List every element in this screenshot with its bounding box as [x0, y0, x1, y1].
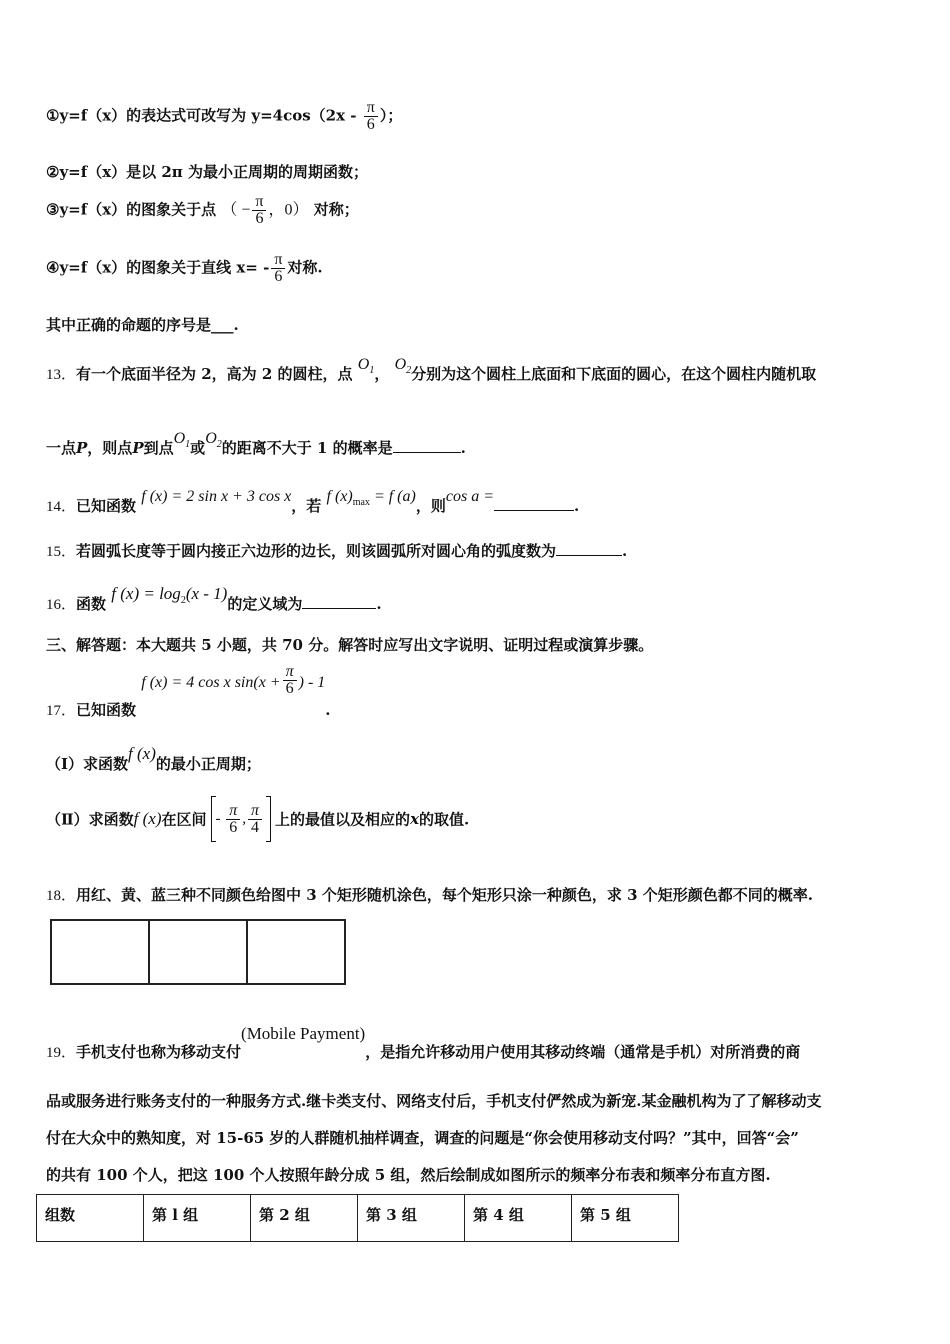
mobile-payment-english: (Mobile Payment) — [241, 1024, 366, 1043]
q19-line4: 的共有 100 个人，把这 100 个人按照年龄分成 5 组，然后绘制成如图所示的频率分布表和频率分布直方图. — [46, 1166, 771, 1184]
statement-1-pre: y=f（x）的表达式可改写为 y=4cos（2x - — [59, 106, 357, 125]
rectangle-2 — [149, 920, 247, 984]
statement-1-mark: ① — [46, 106, 60, 125]
interval: - $\frac{\pi}{6}$ , $\frac{\pi}{4}$ — [216, 803, 265, 836]
table-header-cell: 组数 — [37, 1195, 144, 1242]
statement-4: ④y=f（x）的图象关于直线 x= - $\frac{\pi}{6}$ 对称. — [46, 251, 323, 285]
q15: 15．若圆弧长度等于圆内接正六边形的边长，则该圆弧所对圆心角的弧度数为 . — [46, 542, 628, 560]
q13-line2: 一点P，则点P到点$O_1$或$O_2$的距离不大于 1 的概率是 . — [46, 430, 466, 457]
interval-right-bracket — [266, 796, 271, 842]
table-header-row — [37, 1195, 679, 1242]
statement-3-pre: y=f（x）的图象关于点 — [59, 200, 217, 219]
statement-1 — [46, 100, 402, 133]
rectangle-1 — [51, 920, 149, 984]
q17-part1: （Ⅰ）求函数f (x)的最小正周期； — [46, 744, 261, 773]
q16-function: f $(x) = \log_2(x - 1)$ — [111, 584, 228, 606]
q19-line2: 品或服务进行账务支付的一种服务方式.继卡类支付、网络支付后，手机支付俨然成为新宠.某金融机构为了了解移动支 — [46, 1092, 822, 1110]
statement-4-post: 对称. — [287, 258, 323, 277]
q14-number: 14． — [46, 499, 77, 515]
answer-blank — [494, 496, 574, 511]
q13-number: 13． — [46, 367, 77, 383]
point-o1: $O_1$ — [173, 430, 191, 450]
answer-blank — [393, 438, 461, 453]
point-o2: $O_2$ — [205, 430, 222, 450]
table-header-cell: 第 5 组 — [572, 1195, 679, 1242]
q16: 16．函数 f $(x) = \log_2(x - 1)$的定义域为 . — [46, 584, 382, 613]
frequency-table — [36, 1194, 679, 1242]
statement-1-post: ）； — [379, 106, 403, 125]
question-stem: 其中正确的命题的序号是___. — [46, 316, 239, 334]
point-o2: $O_2$ — [394, 356, 412, 376]
q17: 17．已知函数 f (x) = 4 cos x sin(x + $\frac{\pi}{6}$ ) - 1. — [46, 663, 331, 719]
answer-blank — [556, 541, 622, 556]
q19-line3: 付在大众中的熟知度，对 15-65 岁的人群随机抽样调查，调查的问题是“你会使用移动支付吗？”其中，回答“会” — [46, 1129, 799, 1147]
q16-number: 16． — [46, 597, 77, 613]
statement-2: ②y=f（x）是以 2π 为最小正周期的周期函数； — [46, 163, 368, 181]
q14-cos: cos a = — [445, 488, 494, 505]
q19-line1: 19．手机支付也称为移动支付(Mobile Payment)，是指允许移动用户使用其移动终端（通常是手机）对所消费的商 — [46, 1024, 801, 1061]
q17-part2: （Ⅱ）求函数f (x)在区间 - $\frac{\pi}{6}$ , $\frac{\pi}{4}$ 上的最值以及相应的x的取值. — [46, 796, 469, 842]
section-3-heading: 三、解答题：本大题共 5 小题，共 70 分。解答时应写出文字说明、证明过程或演算步骤。 — [46, 636, 654, 654]
q14-function: f (x) = 2 sin x + 3 cos x — [141, 488, 292, 505]
q17-number: 17． — [46, 703, 77, 719]
statement-3: ③y=f（x）的图象关于点 （ − $\frac{\pi}{6}$ ，0） 对称； — [46, 193, 359, 227]
statement-3-post: 对称； — [313, 200, 359, 219]
answer-blank — [302, 594, 376, 609]
q19-number: 19． — [46, 1045, 77, 1061]
q14-fmax: f $(x)_{max} = f$ (a) — [326, 488, 416, 508]
q14: 14．已知函数 f (x) = 2 sin x + 3 cos x，若 f $(x)_{max} = f$ (a)，则cos a =. — [46, 488, 580, 515]
point-o1: $O_1$ — [357, 356, 375, 376]
fraction-pi-over-6: $\frac{\pi}{6}$ — [364, 100, 378, 133]
q13-line1: 13．有一个底面半径为 2，高为 2 的圆柱，点 $O_1$， $O_2$分别为这个圆柱上底面和下底面的圆心，在这个圆柱内随机取 — [46, 356, 817, 383]
rectangle-3 — [247, 920, 345, 984]
table-header-cell: 第 l 组 — [144, 1195, 251, 1242]
fraction-pi-over-6: $\frac{\pi}{6}$ — [252, 194, 266, 227]
statement-4-pre: y=f（x）的图象关于直线 x= - — [59, 258, 270, 277]
statement-2-text: y=f（x）是以 2π 为最小正周期的周期函数； — [59, 163, 368, 181]
three-rectangles-figure — [50, 919, 346, 985]
table-header-cell: 第 3 组 — [358, 1195, 465, 1242]
q18-number: 18． — [46, 888, 77, 904]
table-header-cell: 第 4 组 — [465, 1195, 572, 1242]
q17-function: f (x) = 4 cos x sin(x + $\frac{\pi}{6}$ ) - 1 — [141, 663, 326, 697]
q15-number: 15． — [46, 544, 77, 560]
table-header-cell: 第 2 组 — [251, 1195, 358, 1242]
q18: 18．用红、黄、蓝三种不同颜色给图中 3 个矩形随机涂色，每个矩形只涂一种颜色，求 3 个矩形颜色都不同的概率. — [46, 886, 814, 904]
fraction-pi-over-6: $\frac{\pi}{6}$ — [271, 252, 285, 285]
